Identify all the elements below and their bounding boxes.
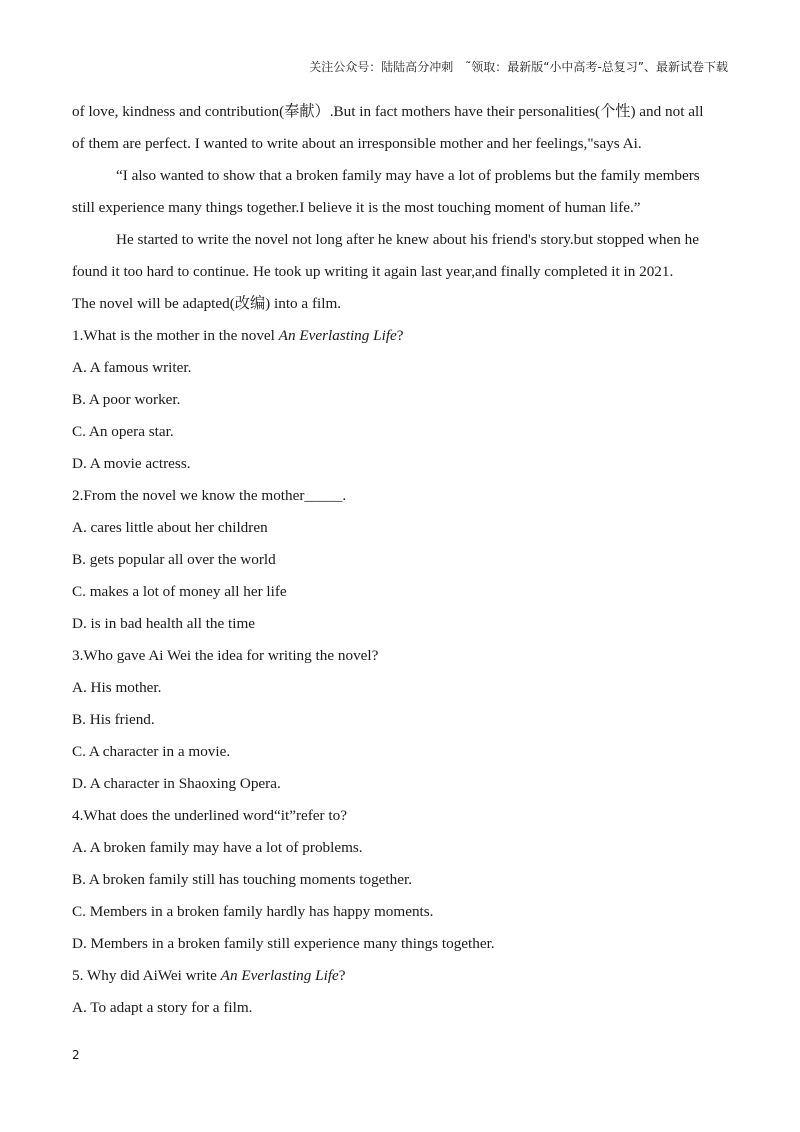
passage-line: of love, kindness and contribution(奉献）.But in fact mothers have their personalities(个性) and not all bbox=[72, 103, 704, 120]
question-stem: 4.What does the underlined word“it”refer to? bbox=[72, 807, 347, 824]
option: D. is in bad health all the time bbox=[72, 615, 256, 632]
passage-line: of them are perfect. I wanted to write about an irresponsible mother and her feelings,"says Ai. bbox=[72, 135, 642, 152]
passage bbox=[72, 96, 732, 320]
option: C. Members in a broken family hardly has happy moments. bbox=[72, 903, 434, 920]
question-1 bbox=[72, 320, 732, 480]
question-stem: 5. Why did AiWei write An Everlasting Life? bbox=[72, 967, 346, 984]
option: B. His friend. bbox=[72, 711, 155, 728]
passage-line: He started to write the novel not long after he knew about his friend's story.but stopped when he bbox=[116, 231, 699, 248]
option: C. An opera star. bbox=[72, 423, 174, 440]
option: D. Members in a broken family still experience many things together. bbox=[72, 935, 495, 952]
option: C. A character in a movie. bbox=[72, 743, 231, 760]
question-4 bbox=[72, 800, 732, 960]
passage-line: found it too hard to continue. He took up writing it again last year,and finally completed it in 2021. bbox=[72, 263, 674, 280]
question-3 bbox=[72, 640, 732, 800]
passage-line: still experience many things together.I believe it is the most touching moment of human life.” bbox=[72, 199, 641, 216]
novel-title: An Everlasting Life bbox=[220, 967, 339, 984]
option: A. A famous writer. bbox=[72, 359, 192, 376]
option: B. gets popular all over the world bbox=[72, 551, 276, 568]
option: A. His mother. bbox=[72, 679, 162, 696]
option: A. To adapt a story for a film. bbox=[72, 999, 253, 1016]
option: C. makes a lot of money all her life bbox=[72, 583, 287, 600]
passage-line: The novel will be adapted(改编) into a film. bbox=[72, 295, 342, 312]
question-5 bbox=[72, 960, 732, 1024]
novel-title: An Everlasting Life bbox=[278, 327, 397, 344]
question-stem: 3.Who gave Ai Wei the idea for writing the novel? bbox=[72, 647, 379, 664]
option: B. A poor worker. bbox=[72, 391, 181, 408]
question-2 bbox=[72, 480, 732, 640]
question-stem: 2.From the novel we know the mother_____. bbox=[72, 487, 347, 504]
option: D. A character in Shaoxing Opera. bbox=[72, 775, 281, 792]
option: B. A broken family still has touching moments together. bbox=[72, 871, 412, 888]
page-number: 2 bbox=[72, 1048, 80, 1062]
document-body bbox=[72, 96, 732, 1024]
option: A. cares little about her children bbox=[72, 519, 268, 536]
page-header: 关注公众号：陆陆高分冲刺 ˜领取：最新版“小中高考-总复习”、最新试卷下载 bbox=[309, 60, 728, 74]
option: D. A movie actress. bbox=[72, 455, 191, 472]
option: A. A broken family may have a lot of problems. bbox=[72, 839, 363, 856]
question-stem: 1.What is the mother in the novel An Everlasting Life? bbox=[72, 327, 404, 344]
passage-line: “I also wanted to show that a broken family may have a lot of problems but the family members bbox=[116, 167, 700, 184]
